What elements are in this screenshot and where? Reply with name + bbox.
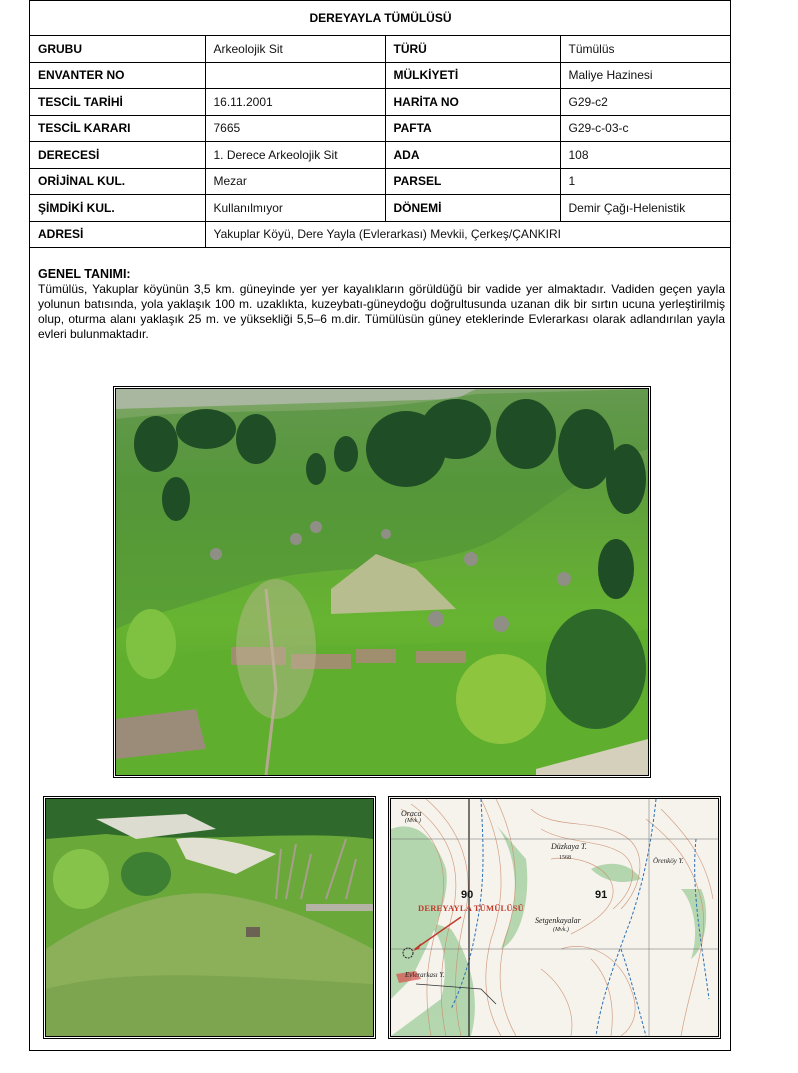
field-value: 1. Derece Arkeolojik Sit: [205, 142, 385, 169]
field-value: Kullanılmıyor: [205, 195, 385, 222]
field-label: ORİJİNAL KUL.: [30, 168, 205, 195]
closeup-illustration: [46, 799, 373, 1036]
field-value: 16.11.2001: [205, 89, 385, 116]
field-value: [205, 62, 385, 89]
page-title: DEREYAYLA TÜMÜLÜSÜ: [30, 1, 731, 36]
map-label-evlerarkasi: Evlerarkası Y.: [405, 971, 445, 979]
field-value: Arkeolojik Sit: [205, 36, 385, 63]
inventory-sheet: [29, 0, 731, 1051]
table-row: [30, 89, 731, 116]
field-label: TESCİL KARARI: [30, 115, 205, 142]
field-value: G29-c-03-c: [560, 115, 731, 142]
map-label-duzkaya-elevation: 1568: [559, 855, 571, 861]
field-label: ENVANTER NO: [30, 62, 205, 89]
field-label: HARİTA NO: [385, 89, 560, 116]
table-row: [30, 62, 731, 89]
field-value: Tümülüs: [560, 36, 731, 63]
topographic-map: [388, 796, 721, 1039]
field-label: MÜLKİYETİ: [385, 62, 560, 89]
table-row: [30, 195, 731, 222]
field-value: Mezar: [205, 168, 385, 195]
map-label-duzkaya: Düzkaya T.: [551, 842, 587, 851]
field-label: ŞİMDİKİ KUL.: [30, 195, 205, 222]
field-label: ADA: [385, 142, 560, 169]
landscape-illustration: [116, 389, 648, 775]
table-row: [30, 142, 731, 169]
field-label: DÖNEMİ: [385, 195, 560, 222]
general-description: [38, 267, 725, 342]
field-label: GRUBU: [30, 36, 205, 63]
description-heading: GENEL TANIMI:: [38, 267, 131, 281]
map-site-label: DEREYAYLA TÜMÜLÜSÜ: [418, 903, 525, 913]
map-label-oraca: Oraca: [401, 809, 422, 818]
field-label: TÜRÜ: [385, 36, 560, 63]
table-row: [30, 115, 731, 142]
map-label-setgenkayalar: Setgenkayalar: [535, 916, 581, 925]
table-row: [30, 36, 731, 63]
field-value: G29-c2: [560, 89, 731, 116]
field-value: 1: [560, 168, 731, 195]
field-value: Demir Çağı-Helenistik: [560, 195, 731, 222]
description-text: Tümülüs, Yakuplar köyünün 3,5 km. güneyinde yer yer kayalıkların görüldüğü bir vadide yer almaktadır. Vadiden geçen yayla yolunun batısında, yola yaklaşık 100 m. uzaklıkta, kuzeybatı-güneydoğu doğrultusunda uzanan dik bir sırtın ucuna yerleştirilmiş olup, oturma alanı yaklaşık 25 m. ve yüksekliği 5,5–6 m.dir. Tümülüsün güney eteklerinde Evlerarkası olarak adlandırılan yayla evleri bulunmaktadır.: [38, 282, 725, 341]
address-label: ADRESİ: [30, 221, 205, 248]
map-label-setgen-sub: (Mvk.): [553, 927, 569, 933]
tumulus-landscape-photo: [113, 386, 651, 778]
field-label: PARSEL: [385, 168, 560, 195]
field-label: DERECESİ: [30, 142, 205, 169]
field-label: TESCİL TARİHİ: [30, 89, 205, 116]
map-grid-90: 90: [461, 889, 474, 901]
address-value: Yakuplar Köyü, Dere Yayla (Evlerarkası) Mevkii, Çerkeş/ÇANKIRI: [205, 221, 731, 248]
field-value: Maliye Hazinesi: [560, 62, 731, 89]
inventory-table: [30, 1, 731, 248]
field-value: 108: [560, 142, 731, 169]
map-label-oraca-sub: (Mvk.): [405, 818, 421, 824]
tumulus-closeup-photo: [43, 796, 376, 1039]
map-label-orenkoy: Örenköy Y.: [653, 857, 684, 865]
title-row: [30, 1, 731, 36]
field-label: PAFTA: [385, 115, 560, 142]
table-row: [30, 168, 731, 195]
map-grid-91: 91: [595, 889, 608, 901]
field-value: 7665: [205, 115, 385, 142]
address-row: [30, 221, 731, 248]
